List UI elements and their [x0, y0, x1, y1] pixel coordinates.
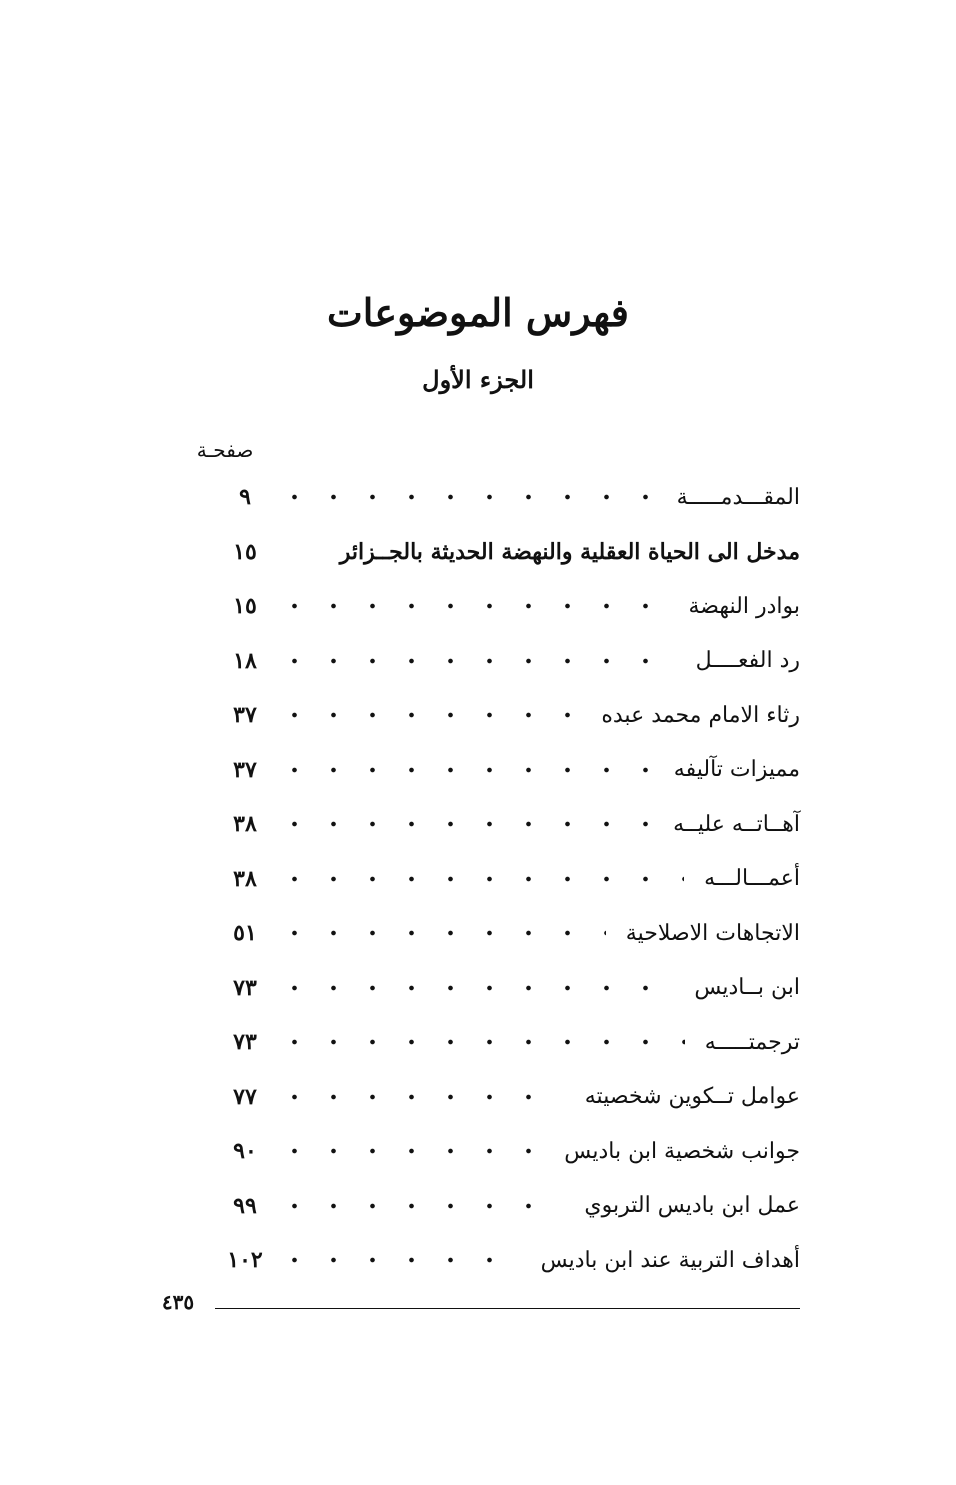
toc-entry-page: ٩	[239, 484, 251, 511]
toc-entry-title: الاتجاهات الاصلاحية	[625, 920, 800, 946]
dot-leader	[275, 711, 581, 719]
toc-entry-page: ٩٩	[233, 1192, 257, 1219]
toc-entry-title: عوامل تــكوين شخصيته	[584, 1084, 800, 1110]
toc-entry-title: المقـــدمـــــة	[676, 484, 800, 510]
dot-leader	[275, 1202, 564, 1210]
toc-entry-page: ٩٠	[233, 1138, 257, 1165]
dot-leader	[275, 929, 606, 937]
toc-entry-page: ٣٧	[233, 702, 257, 729]
page-number: ٤٣٥	[161, 1290, 195, 1314]
toc-entry-title: مدخل الى الحياة العقلية والنهضة الحديثة بالجــزائر	[339, 538, 800, 565]
toc-entry-page: ٧٣	[233, 1029, 257, 1056]
toc-entry	[215, 634, 800, 689]
toc-entry-title: رد الفعــــل	[695, 648, 800, 674]
toc-entry-page: ٣٨	[233, 865, 257, 892]
toc-entry	[215, 470, 800, 525]
toc-entry-page: ٣٧	[233, 756, 257, 783]
toc-entry	[215, 1233, 800, 1288]
toc-entry-page: ١٠٢	[227, 1247, 263, 1274]
dot-leader	[275, 657, 676, 665]
toc-entry-title: ترجمتـــــه	[704, 1029, 800, 1055]
dot-leader	[275, 984, 674, 992]
toc-entry-title: بوادر النهضة	[688, 593, 800, 619]
toc-entry-title: مميزات تآليفه	[673, 757, 800, 783]
table-of-contents	[215, 470, 800, 1288]
dot-leader	[275, 766, 654, 774]
toc-entry	[215, 852, 800, 907]
toc-entry	[215, 961, 800, 1016]
dot-leader	[275, 1256, 521, 1264]
section-subtitle: الجزء الأول	[422, 365, 534, 394]
toc-entry	[215, 1179, 800, 1234]
toc-entry-title: جوانب شخصية ابن باديس	[564, 1138, 800, 1164]
footer-rule	[215, 1308, 800, 1309]
dot-leader	[275, 875, 684, 883]
toc-entry-title: عمل ابن باديس التربوي	[584, 1193, 800, 1219]
dot-leader	[275, 820, 653, 828]
toc-entry	[215, 797, 800, 852]
toc-entry	[215, 1070, 800, 1125]
toc-entry-page: ٧٣	[233, 974, 257, 1001]
toc-entry-title: أعمـــالـــه	[704, 866, 800, 892]
toc-entry-title: رثاء الامام محمد عبده	[601, 702, 800, 728]
toc-entry	[215, 1015, 800, 1070]
toc-entry-page: ٥١	[233, 920, 257, 947]
toc-entry-title: آهــاتــه عليــه	[673, 811, 800, 837]
toc-entry-page: ١٥	[233, 538, 257, 565]
toc-entry	[215, 688, 800, 743]
dot-leader	[275, 602, 669, 610]
page-title: فهرس الموضوعات	[327, 290, 629, 335]
toc-entry-page: ١٨	[233, 647, 257, 674]
dot-leader	[275, 1147, 544, 1155]
dot-leader	[275, 1093, 565, 1101]
toc-entry	[215, 743, 800, 798]
toc-entry-page: ٧٧	[233, 1083, 257, 1110]
toc-entry	[215, 1124, 800, 1179]
dot-leader	[275, 548, 320, 556]
toc-entry	[215, 525, 800, 580]
toc-entry-title: أهداف التربية عند ابن باديس	[540, 1247, 800, 1273]
dot-leader	[275, 1038, 685, 1046]
page-column-label: صفحـة	[196, 438, 254, 462]
toc-entry	[215, 579, 800, 634]
toc-entry-title: ابن بــاديس	[694, 975, 800, 1001]
dot-leader	[275, 493, 657, 501]
toc-entry	[215, 906, 800, 961]
toc-entry-page: ٣٨	[233, 811, 257, 838]
toc-entry-page: ١٥	[233, 593, 257, 620]
